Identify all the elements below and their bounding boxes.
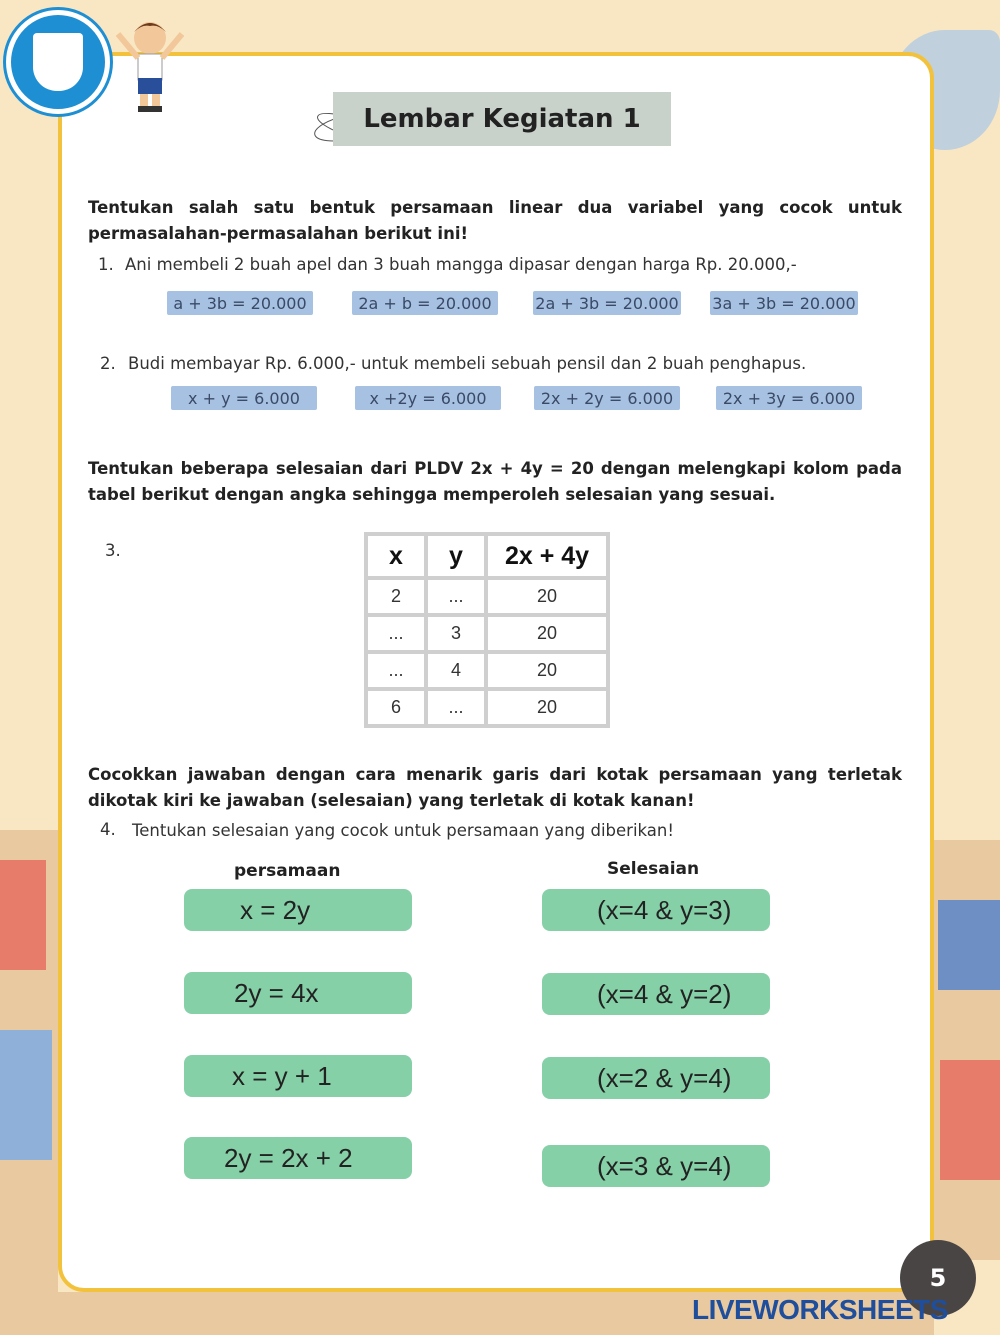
- instruction-1: Tentukan salah satu bentuk persamaan linear dua variabel yang cocok untuk permasalahan-permasalahan berikut ini!: [88, 198, 902, 243]
- cell-x-input[interactable]: ...: [366, 615, 426, 652]
- cell-y: 3: [426, 615, 486, 652]
- equation-box-4[interactable]: 2y = 2x + 2: [184, 1137, 412, 1179]
- q1-option-3[interactable]: 2a + 3b = 20.000: [533, 291, 681, 315]
- equation-box-2[interactable]: 2y = 4x: [184, 972, 412, 1014]
- cell-x: 2: [366, 578, 426, 615]
- solution-column-header: Selesaian: [607, 859, 700, 879]
- background-shape: [0, 860, 46, 970]
- cell-x-input[interactable]: ...: [366, 652, 426, 689]
- cell-sum: 20: [486, 652, 608, 689]
- equation-box-3[interactable]: x = y + 1: [184, 1055, 412, 1097]
- cell-x: 6: [366, 689, 426, 726]
- cell-y-input[interactable]: ...: [426, 689, 486, 726]
- cell-sum: 20: [486, 615, 608, 652]
- q2-option-1[interactable]: x + y = 6.000: [171, 386, 317, 410]
- background-shape: [0, 1030, 52, 1160]
- table-row: [366, 652, 608, 689]
- liveworksheets-logo: LIVEWORKSHEETS: [692, 1294, 948, 1325]
- page-number: 5: [900, 1240, 976, 1316]
- cell-sum: 20: [486, 578, 608, 615]
- question-3-number: 3.: [105, 541, 121, 560]
- cell-y-input[interactable]: ...: [426, 578, 486, 615]
- q2-option-2[interactable]: x +2y = 6.000: [355, 386, 501, 410]
- q2-option-4[interactable]: 2x + 3y = 6.000: [716, 386, 862, 410]
- equation-column-header: persamaan: [234, 861, 341, 881]
- q1-option-2[interactable]: 2a + b = 20.000: [352, 291, 498, 315]
- q2-option-3[interactable]: 2x + 2y = 6.000: [534, 386, 680, 410]
- cell-y: 4: [426, 652, 486, 689]
- solution-box-3[interactable]: (x=2 & y=4): [542, 1057, 770, 1099]
- equation-box-1[interactable]: x = 2y: [184, 889, 412, 931]
- question-1-number: 1.: [98, 255, 114, 274]
- table-row: [366, 578, 608, 615]
- question-2-text: Budi membayar Rp. 6.000,- untuk membeli sebuah pensil dan 2 buah penghapus.: [128, 354, 807, 373]
- cell-sum: 20: [486, 689, 608, 726]
- ministry-logo: [6, 10, 110, 114]
- solution-box-1[interactable]: (x=4 & y=3): [542, 889, 770, 931]
- question-4-number: 4.: [100, 820, 116, 839]
- page-title: Lembar Kegiatan 1: [333, 92, 671, 146]
- table-row: [366, 689, 608, 726]
- table-row: [366, 615, 608, 652]
- instruction-3: Cocokkan jawaban dengan cara menarik garis dari kotak persamaan yang terletak dikotak kiri ke jawaban (selesaian) yang terletak di kotak kanan!: [88, 765, 902, 810]
- q1-option-1[interactable]: a + 3b = 20.000: [167, 291, 313, 315]
- q1-option-4[interactable]: 3a + 3b = 20.000: [710, 291, 858, 315]
- instruction-2: Tentukan beberapa selesaian dari PLDV 2x + 4y = 20 dengan melengkapi kolom pada tabel berikut dengan angka sehingga memperoleh selesaian yang sesuai.: [88, 459, 902, 504]
- solution-box-4[interactable]: (x=3 & y=4): [542, 1145, 770, 1187]
- table-header-row: [366, 534, 608, 578]
- background-shape: [938, 900, 1000, 990]
- solution-table: [364, 532, 610, 728]
- question-2-number: 2.: [100, 354, 116, 373]
- student-illustration: [112, 12, 188, 112]
- col-header-x: x: [366, 534, 426, 578]
- background-shape: [940, 1060, 1000, 1180]
- col-header-sum: 2x + 4y: [486, 534, 608, 578]
- question-4-text: Tentukan selesaian yang cocok untuk persamaan yang diberikan!: [132, 821, 674, 840]
- question-1-text: Ani membeli 2 buah apel dan 3 buah mangga dipasar dengan harga Rp. 20.000,-: [125, 255, 797, 274]
- col-header-y: y: [426, 534, 486, 578]
- solution-box-2[interactable]: (x=4 & y=2): [542, 973, 770, 1015]
